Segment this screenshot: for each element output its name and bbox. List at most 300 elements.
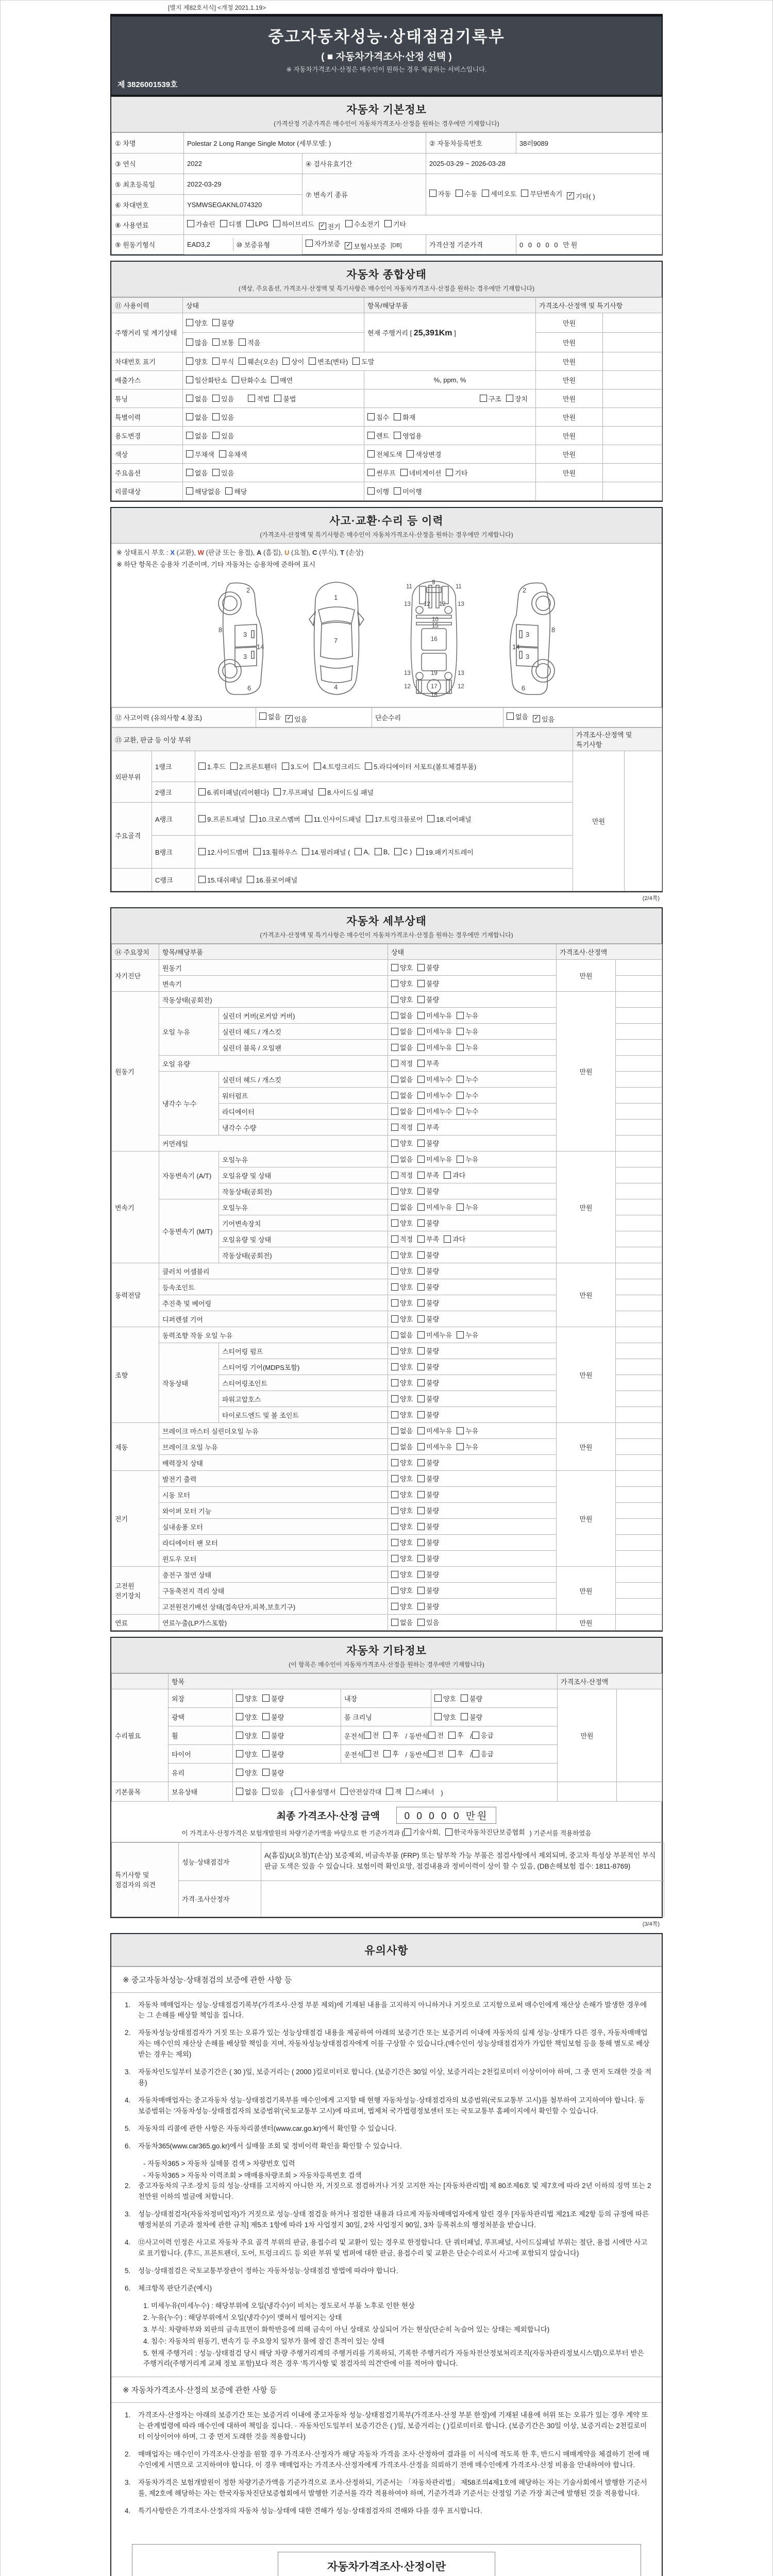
checkbox-option[interactable] xyxy=(417,1202,452,1212)
checkbox-icon[interactable] xyxy=(391,1044,398,1051)
checkbox-icon[interactable] xyxy=(391,1315,398,1323)
checkbox-option[interactable] xyxy=(391,1601,413,1611)
checkbox-icon[interactable] xyxy=(364,1732,371,1739)
checkbox-option[interactable] xyxy=(365,761,476,771)
checkbox-icon[interactable] xyxy=(314,762,321,770)
checkbox-icon[interactable] xyxy=(391,1363,398,1370)
checkbox-icon[interactable] xyxy=(429,190,436,197)
checkbox-icon[interactable] xyxy=(391,1108,398,1115)
state-options[interactable] xyxy=(388,960,557,976)
checkbox-icon[interactable] xyxy=(457,1204,464,1211)
checkbox-option[interactable] xyxy=(417,1346,439,1355)
checkbox-icon[interactable] xyxy=(456,190,463,197)
checkbox-icon[interactable] xyxy=(236,1713,243,1720)
checkbox-option[interactable] xyxy=(406,1787,434,1797)
checkbox-option[interactable] xyxy=(219,449,247,459)
checkbox-option[interactable] xyxy=(254,847,297,857)
checkbox-icon[interactable] xyxy=(212,432,220,439)
checkbox-option[interactable] xyxy=(457,1426,478,1435)
checkbox-icon[interactable] xyxy=(391,1555,398,1562)
checkbox-option[interactable] xyxy=(417,1122,439,1132)
checkbox-icon[interactable] xyxy=(391,1012,398,1019)
checkbox-option[interactable] xyxy=(386,1787,401,1797)
checkbox-option[interactable] xyxy=(239,357,278,366)
checkbox-icon[interactable] xyxy=(480,395,487,402)
state-options[interactable] xyxy=(388,1056,557,1072)
checkbox-icon[interactable] xyxy=(236,1732,243,1739)
checkbox-option[interactable] xyxy=(417,1234,439,1244)
checkbox-icon[interactable] xyxy=(417,1475,425,1482)
checkbox-option[interactable] xyxy=(417,1505,439,1515)
checkbox-option[interactable] xyxy=(364,1749,379,1758)
checkbox-icon[interactable] xyxy=(457,1108,464,1115)
checkbox-option[interactable] xyxy=(186,318,208,328)
checkbox-icon[interactable] xyxy=(391,1539,398,1546)
rankC-options[interactable] xyxy=(195,869,573,891)
checkbox-option[interactable] xyxy=(391,1505,413,1515)
checkbox-option[interactable] xyxy=(391,1314,413,1324)
emission-options[interactable] xyxy=(183,371,364,389)
checkbox-option[interactable] xyxy=(212,431,234,440)
checkbox-icon[interactable]: ✓ xyxy=(345,242,352,249)
checkbox-option[interactable] xyxy=(285,714,307,724)
checkbox-icon[interactable] xyxy=(417,1156,425,1163)
warranty-checks[interactable] xyxy=(306,241,391,248)
checkbox-option[interactable] xyxy=(305,814,361,824)
checkbox-option[interactable] xyxy=(186,486,221,496)
checkbox-option[interactable] xyxy=(445,1827,525,1837)
checkbox-option[interactable] xyxy=(417,1458,439,1467)
state-options[interactable] xyxy=(388,1599,557,1615)
checkbox-option[interactable] xyxy=(457,1026,478,1036)
checkbox-icon[interactable] xyxy=(461,1713,468,1720)
checkbox-icon[interactable] xyxy=(212,395,220,402)
special-history-options-2[interactable] xyxy=(364,408,536,427)
checkbox-icon[interactable] xyxy=(391,1219,398,1227)
checkbox-icon[interactable]: ✓ xyxy=(319,223,326,230)
holding-checks[interactable] xyxy=(236,1789,289,1797)
checkbox-option[interactable] xyxy=(394,848,412,856)
checkbox-option[interactable] xyxy=(306,239,340,248)
checkbox-option[interactable] xyxy=(417,1058,439,1068)
wheel-emergency[interactable] xyxy=(472,1733,498,1740)
checkbox-icon[interactable] xyxy=(198,815,206,822)
checkbox-option[interactable] xyxy=(427,814,471,824)
tire-emergency[interactable] xyxy=(472,1751,498,1759)
mileage-amount-options[interactable] xyxy=(183,333,364,352)
checkbox-icon[interactable] xyxy=(262,1694,270,1702)
checkbox-option[interactable] xyxy=(394,412,415,422)
checkbox-icon[interactable] xyxy=(416,848,424,855)
checkbox-icon[interactable] xyxy=(417,1124,425,1131)
checkbox-option[interactable] xyxy=(319,222,341,231)
checkbox-option[interactable] xyxy=(367,431,389,440)
checkbox-icon[interactable]: ✓ xyxy=(285,715,293,722)
checkbox-option[interactable] xyxy=(236,1731,258,1740)
state-options[interactable] xyxy=(388,1167,557,1183)
checkbox-option[interactable] xyxy=(417,962,439,972)
checkbox-option[interactable] xyxy=(212,318,234,328)
checkbox-icon[interactable] xyxy=(391,1156,398,1163)
checkbox-icon[interactable] xyxy=(306,240,313,247)
checkbox-icon[interactable] xyxy=(273,220,280,227)
checkbox-icon[interactable] xyxy=(417,1379,425,1386)
checkbox-icon[interactable] xyxy=(417,1012,425,1019)
checkbox-icon[interactable] xyxy=(295,1788,302,1795)
checkbox-icon[interactable] xyxy=(302,848,309,855)
checkbox-icon[interactable] xyxy=(318,788,326,795)
checkbox-option[interactable] xyxy=(198,847,249,857)
checkbox-icon[interactable] xyxy=(367,450,375,457)
state-options[interactable] xyxy=(388,1120,557,1136)
checkbox-option[interactable] xyxy=(198,814,245,824)
tuning-options-2[interactable] xyxy=(364,389,536,408)
checkbox-icon[interactable] xyxy=(417,1283,425,1291)
state-options[interactable] xyxy=(388,1008,557,1024)
checkbox-icon[interactable] xyxy=(391,1124,398,1131)
checkbox-icon[interactable] xyxy=(417,1539,425,1546)
checkbox-icon[interactable] xyxy=(391,1140,398,1147)
checkbox-icon[interactable] xyxy=(394,848,401,855)
checkbox-option[interactable] xyxy=(274,394,296,403)
checkbox-icon[interactable] xyxy=(417,1267,425,1275)
checkbox-option[interactable] xyxy=(341,1787,382,1797)
checkbox-icon[interactable] xyxy=(236,1788,243,1795)
checkbox-option[interactable] xyxy=(391,1250,413,1260)
checkbox-option[interactable] xyxy=(457,1106,478,1116)
checkbox-option[interactable] xyxy=(533,714,554,724)
checkbox-icon[interactable] xyxy=(461,1694,468,1702)
checkbox-icon[interactable] xyxy=(271,376,278,383)
checkbox-icon[interactable] xyxy=(391,996,398,1003)
checkbox-option[interactable] xyxy=(417,1026,452,1036)
checkbox-option[interactable] xyxy=(186,357,208,366)
checkbox-option[interactable] xyxy=(391,1473,413,1483)
checkbox-option[interactable] xyxy=(448,1730,464,1740)
checkbox-option[interactable] xyxy=(417,1537,439,1547)
checkbox-option[interactable] xyxy=(391,1266,413,1276)
checkbox-icon[interactable] xyxy=(391,1459,398,1466)
wheel-options[interactable] xyxy=(233,1726,341,1745)
checkbox-option[interactable] xyxy=(384,219,406,229)
checkbox-icon[interactable] xyxy=(262,1788,270,1795)
checkbox-option[interactable] xyxy=(457,1330,478,1340)
checkbox-option[interactable] xyxy=(391,962,413,972)
state-options[interactable] xyxy=(388,976,557,992)
checkbox-icon[interactable] xyxy=(407,450,414,457)
checkbox-option[interactable] xyxy=(198,875,242,885)
checkbox-option[interactable] xyxy=(273,219,314,229)
checkbox-icon[interactable]: ✓ xyxy=(533,715,540,722)
checkbox-option[interactable] xyxy=(364,1730,379,1740)
checkbox-icon[interactable] xyxy=(391,980,398,987)
checkbox-icon[interactable] xyxy=(186,338,193,346)
checkbox-option[interactable] xyxy=(394,431,422,440)
checkbox-option[interactable] xyxy=(212,357,234,366)
checkbox-option[interactable] xyxy=(446,468,467,478)
checkbox-option[interactable] xyxy=(417,1170,439,1180)
checkbox-option[interactable] xyxy=(391,1010,413,1020)
checkbox-option[interactable] xyxy=(417,1362,439,1371)
checkbox-option[interactable] xyxy=(236,1693,258,1703)
checkbox-option[interactable] xyxy=(225,486,247,496)
checkbox-icon[interactable] xyxy=(417,1299,425,1307)
checkbox-icon[interactable] xyxy=(507,713,514,720)
checkbox-option[interactable] xyxy=(236,1712,258,1722)
checkbox-option[interactable] xyxy=(457,1442,478,1451)
checkbox-option[interactable] xyxy=(482,189,516,198)
checkbox-option[interactable] xyxy=(220,219,242,229)
checkbox-icon[interactable] xyxy=(417,1108,425,1115)
tuning-checks-1[interactable] xyxy=(186,396,239,403)
checkbox-icon[interactable] xyxy=(236,1769,243,1776)
color-options-2[interactable] xyxy=(364,445,536,464)
checkbox-option[interactable] xyxy=(434,1693,456,1703)
checkbox-option[interactable] xyxy=(417,1426,452,1435)
checkbox-option[interactable] xyxy=(417,1042,452,1052)
checkbox-option[interactable] xyxy=(507,711,528,721)
checkbox-option[interactable] xyxy=(391,1537,413,1547)
checkbox-option[interactable] xyxy=(230,761,277,771)
checkbox-option[interactable] xyxy=(345,241,386,251)
checkbox-icon[interactable] xyxy=(417,1092,425,1099)
checkbox-icon[interactable] xyxy=(457,1443,464,1450)
checkbox-icon[interactable] xyxy=(219,450,226,457)
checkbox-icon[interactable] xyxy=(457,1156,464,1163)
checkbox-icon[interactable] xyxy=(391,1587,398,1594)
state-options[interactable] xyxy=(388,1471,557,1487)
state-options[interactable] xyxy=(388,1551,557,1567)
state-options[interactable] xyxy=(388,1407,557,1423)
checkbox-icon[interactable] xyxy=(391,1331,398,1338)
checkbox-icon[interactable] xyxy=(417,1571,425,1578)
accident-history-options[interactable] xyxy=(256,708,372,727)
checkbox-icon[interactable] xyxy=(239,358,246,365)
checkbox-icon[interactable] xyxy=(444,1172,451,1179)
checkbox-option[interactable] xyxy=(461,1693,482,1703)
checkbox-option[interactable] xyxy=(417,1250,439,1260)
state-options[interactable] xyxy=(388,1263,557,1279)
checkbox-icon[interactable] xyxy=(309,358,316,365)
checkbox-option[interactable] xyxy=(282,357,304,366)
checkbox-option[interactable] xyxy=(246,220,268,228)
checkbox-icon[interactable] xyxy=(236,1694,243,1702)
checkbox-option[interactable] xyxy=(417,1330,452,1340)
checkbox-option[interactable] xyxy=(417,1601,439,1611)
checkbox-option[interactable] xyxy=(391,1138,413,1148)
checkbox-option[interactable] xyxy=(262,1693,284,1703)
checkbox-option[interactable] xyxy=(391,1058,413,1068)
checkbox-icon[interactable] xyxy=(186,487,193,495)
checkbox-icon[interactable] xyxy=(282,358,290,365)
checkbox-option[interactable] xyxy=(367,449,402,459)
checkbox-icon[interactable] xyxy=(367,487,375,495)
checkbox-icon[interactable] xyxy=(391,1267,398,1275)
checkbox-icon[interactable] xyxy=(417,1587,425,1594)
checkbox-option[interactable] xyxy=(262,1749,284,1759)
state-options[interactable] xyxy=(388,1040,557,1056)
checkbox-option[interactable] xyxy=(417,1569,439,1579)
checkbox-icon[interactable] xyxy=(417,1427,425,1434)
checkbox-icon[interactable] xyxy=(457,1427,464,1434)
checkbox-icon[interactable] xyxy=(417,1315,425,1323)
rankA-options[interactable] xyxy=(195,803,573,836)
tuning-checks-2[interactable] xyxy=(248,396,300,403)
checkbox-option[interactable] xyxy=(262,1768,284,1777)
state-options[interactable] xyxy=(388,1615,557,1631)
checkbox-icon[interactable] xyxy=(236,1750,243,1757)
checkbox-option[interactable] xyxy=(567,191,595,201)
state-options[interactable] xyxy=(388,1151,557,1167)
checkbox-icon[interactable] xyxy=(262,1713,270,1720)
checkbox-icon[interactable] xyxy=(365,762,372,770)
checkbox-icon[interactable] xyxy=(246,220,254,227)
checkbox-option[interactable] xyxy=(247,875,297,885)
state-options[interactable] xyxy=(388,1311,557,1327)
warranty-type-options[interactable] xyxy=(303,235,426,255)
checkbox-option[interactable] xyxy=(472,1749,494,1758)
checkbox-option[interactable] xyxy=(383,1749,399,1758)
checkbox-option[interactable] xyxy=(391,1154,413,1164)
usage-change-options-2[interactable] xyxy=(364,427,536,445)
checkbox-icon[interactable] xyxy=(274,395,281,402)
checkbox-option[interactable] xyxy=(391,1569,413,1579)
state-options[interactable] xyxy=(388,1199,557,1215)
simple-repair-options[interactable] xyxy=(503,708,662,727)
checkbox-option[interactable] xyxy=(457,1042,478,1052)
checkbox-icon[interactable] xyxy=(457,1076,464,1083)
state-options[interactable] xyxy=(388,1343,557,1359)
checkbox-option[interactable] xyxy=(236,1768,258,1777)
checkbox-option[interactable] xyxy=(417,1138,439,1148)
checkbox-icon[interactable] xyxy=(417,1603,425,1610)
checkbox-icon[interactable] xyxy=(394,487,401,495)
checkbox-icon[interactable] xyxy=(391,1347,398,1354)
checkbox-icon[interactable] xyxy=(198,848,206,855)
checkbox-icon[interactable] xyxy=(434,1694,442,1702)
checkbox-option[interactable] xyxy=(186,431,208,440)
final-note-checks[interactable] xyxy=(404,1830,530,1837)
checkbox-icon[interactable] xyxy=(198,876,206,883)
checkbox-option[interactable] xyxy=(391,1346,413,1355)
tuning-options[interactable] xyxy=(183,389,364,408)
checkbox-icon[interactable] xyxy=(434,1713,442,1720)
state-options[interactable] xyxy=(388,1519,557,1535)
tire-driver-fr[interactable] xyxy=(364,1751,404,1759)
checkbox-option[interactable] xyxy=(461,1712,482,1722)
checkbox-icon[interactable] xyxy=(355,848,362,855)
checkbox-icon[interactable] xyxy=(220,220,227,227)
checkbox-option[interactable] xyxy=(428,1730,444,1740)
checkbox-option[interactable] xyxy=(391,1122,413,1132)
gloss-options[interactable] xyxy=(233,1708,341,1726)
checkbox-option[interactable] xyxy=(417,1282,439,1292)
checkbox-icon[interactable] xyxy=(417,1395,425,1402)
checkbox-option[interactable] xyxy=(391,1617,413,1627)
checkbox-icon[interactable] xyxy=(230,762,238,770)
checkbox-option[interactable] xyxy=(417,1010,452,1020)
checkbox-icon[interactable]: ✓ xyxy=(567,192,574,199)
checkbox-option[interactable] xyxy=(282,761,309,771)
wheel-driver-fr[interactable] xyxy=(364,1733,404,1740)
checkbox-option[interactable] xyxy=(367,468,396,478)
checkbox-option[interactable] xyxy=(417,1585,439,1595)
checkbox-icon[interactable] xyxy=(417,1491,425,1498)
state-options[interactable] xyxy=(388,1567,557,1583)
checkbox-option[interactable] xyxy=(186,394,208,403)
checkbox-option[interactable] xyxy=(417,1298,439,1308)
state-options[interactable] xyxy=(388,1535,557,1551)
state-options[interactable] xyxy=(388,1279,557,1295)
checkbox-option[interactable] xyxy=(352,357,374,366)
checkbox-option[interactable] xyxy=(236,1787,258,1797)
checkbox-option[interactable] xyxy=(186,468,208,478)
checkbox-option[interactable] xyxy=(404,1827,441,1837)
checkbox-option[interactable] xyxy=(417,1489,439,1499)
checkbox-icon[interactable] xyxy=(248,395,255,402)
checkbox-option[interactable] xyxy=(198,761,226,771)
state-options[interactable] xyxy=(388,1327,557,1343)
checkbox-option[interactable] xyxy=(417,994,439,1004)
checkbox-option[interactable] xyxy=(391,1410,413,1419)
checkbox-option[interactable] xyxy=(391,1298,413,1308)
checkbox-icon[interactable] xyxy=(394,432,401,439)
checkbox-icon[interactable] xyxy=(417,1411,425,1418)
mileage-state-options[interactable] xyxy=(183,313,364,333)
special-history-options[interactable] xyxy=(183,408,364,427)
checkbox-icon[interactable] xyxy=(367,413,375,420)
recall-options[interactable] xyxy=(183,482,364,501)
checkbox-icon[interactable] xyxy=(391,1475,398,1482)
checkbox-icon[interactable] xyxy=(391,1411,398,1418)
checkbox-icon[interactable] xyxy=(457,1012,464,1019)
checkbox-option[interactable] xyxy=(391,1521,413,1531)
checkbox-option[interactable] xyxy=(302,847,350,857)
checkbox-option[interactable] xyxy=(212,337,234,347)
checkbox-icon[interactable] xyxy=(352,358,360,365)
checkbox-icon[interactable] xyxy=(391,1571,398,1578)
checkbox-option[interactable] xyxy=(295,1787,336,1797)
checkbox-icon[interactable] xyxy=(239,338,246,346)
checkbox-icon[interactable] xyxy=(391,1251,398,1259)
checkbox-icon[interactable] xyxy=(250,815,257,822)
checkbox-option[interactable] xyxy=(186,337,208,347)
checkbox-icon[interactable] xyxy=(186,376,193,383)
checkbox-icon[interactable] xyxy=(391,1603,398,1610)
checkbox-option[interactable] xyxy=(391,1218,413,1228)
exterior-options[interactable] xyxy=(233,1689,341,1708)
checkbox-option[interactable] xyxy=(457,1154,478,1164)
checkbox-option[interactable] xyxy=(417,1410,439,1419)
checkbox-option[interactable] xyxy=(394,486,422,496)
checkbox-option[interactable] xyxy=(367,412,389,422)
state-options[interactable] xyxy=(388,1583,557,1599)
checkbox-icon[interactable] xyxy=(383,1732,391,1739)
main-option-options-2[interactable] xyxy=(364,464,536,482)
checkbox-option[interactable] xyxy=(417,1521,439,1531)
checkbox-icon[interactable] xyxy=(417,1555,425,1562)
checkbox-icon[interactable] xyxy=(367,432,375,439)
state-options[interactable] xyxy=(388,1072,557,1088)
wheel-passenger-fr[interactable] xyxy=(428,1733,468,1740)
checkbox-icon[interactable] xyxy=(417,1044,425,1051)
checkbox-icon[interactable] xyxy=(187,220,194,227)
checkbox-icon[interactable] xyxy=(417,1235,425,1243)
checkbox-option[interactable] xyxy=(456,189,477,198)
checkbox-icon[interactable] xyxy=(457,1028,464,1035)
checkbox-icon[interactable] xyxy=(417,1443,425,1450)
checkbox-option[interactable] xyxy=(236,1749,258,1759)
